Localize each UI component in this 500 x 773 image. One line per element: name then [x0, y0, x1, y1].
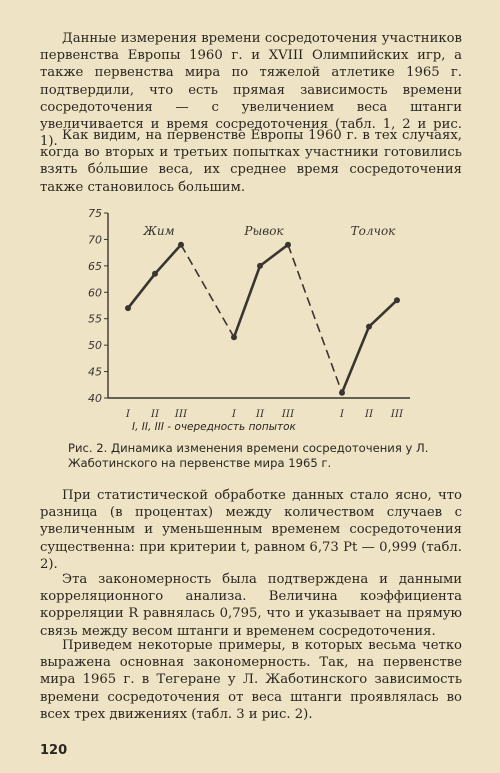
data-point: [285, 242, 291, 248]
x-tick-label: III: [281, 408, 295, 420]
chart-points: [125, 242, 400, 396]
x-tick-label: I: [231, 408, 237, 420]
series-segment: [128, 274, 155, 308]
series-segment: [369, 300, 397, 326]
y-tick-label: 60: [88, 286, 102, 300]
data-point: [125, 305, 131, 311]
group-label: Жим: [143, 224, 175, 238]
page-number: 120: [40, 743, 68, 758]
paragraph-1: Данные измерения времени сосредоточения участников первенства Европы 1960 г. и XVIII Олимпийских игр, а также первенства мира по тяжелой атлетике 1965 г. подтвердили, что есть прямая зависимость времени сосредоточения — с увеличением веса штанги увеличивается и время сосредоточения (табл. 1, 2 и рис. 1).: [40, 31, 462, 150]
group-label: Толчок: [350, 224, 396, 238]
transition-dashed-segment: [181, 245, 234, 338]
group-label: Рывок: [244, 224, 284, 238]
data-point: [178, 242, 184, 248]
figure-caption: Рис. 2. Динамика изменения времени сосредоточения у Л. Жаботинского на первенстве мира 1965 г.: [68, 441, 429, 470]
x-tick-label: II: [364, 408, 374, 420]
series-segment: [155, 245, 181, 274]
data-point: [257, 263, 263, 269]
series-segment: [234, 266, 260, 337]
y-tick-label: 70: [88, 233, 102, 247]
paragraph-4: Эта закономерность была подтверждена и данными корреляционного анализа. Величина коэффициента корреляции R равнялась 0,795, что и указывает на прямую связь между весом штанги и временем сосредоточения.: [40, 572, 462, 639]
x-tick-label: II: [150, 408, 160, 420]
data-point: [152, 271, 158, 277]
y-tick-label: 40: [88, 392, 102, 405]
paragraph-3: При статистической обработке данных стало ясно, что разница (в процентах) между количеством случаев с увеличенным и уменьшенным временем сосредоточения существенна: при критерии t, равном 6,73 Pt — 0,999 (табл. 2).: [40, 488, 462, 572]
series-segment: [342, 327, 369, 393]
y-tick-label: 75: [88, 207, 102, 220]
y-tick-label: 50: [88, 339, 102, 353]
data-point: [231, 334, 237, 340]
y-tick-label: 45: [88, 365, 102, 379]
y-tick-labels: [88, 207, 108, 405]
paragraph-5: Приведем некоторые примеры, в которых весьма четко выражена основная закономерность. Так, на первенстве мира 1965 г. в Тегеране у Л. Жаботинского зависимость времени сосредоточения от веса штанги проявлялась во всех трех движениях (табл. 3 и рис. 2).: [40, 638, 462, 722]
x-tick-label: III: [174, 408, 188, 420]
concentration-time-chart: [80, 203, 420, 438]
x-tick-label: II: [255, 408, 265, 420]
data-point: [366, 324, 372, 330]
series-segment: [260, 245, 288, 266]
x-tick-label: I: [125, 408, 131, 420]
x-tick-label: I: [339, 408, 345, 420]
x-tick-labels: [125, 408, 404, 420]
y-tick-label: 65: [88, 259, 102, 273]
y-tick-label: 55: [88, 312, 102, 326]
transition-dashed-segment: [288, 245, 342, 393]
x-tick-label: III: [390, 408, 404, 420]
chart-axes: [108, 213, 410, 398]
x-axis-label: I, II, III - очередность попыток: [132, 421, 296, 433]
data-point: [394, 297, 400, 303]
group-labels: [142, 224, 396, 238]
data-point: [339, 390, 345, 396]
paragraph-2: Как видим, на первенстве Европы 1960 г. в тех случаях, когда во вторых и третьих попытках участники готовились взять бóльшие веса, их среднее время сосредоточения также становилось большим.: [40, 128, 462, 195]
